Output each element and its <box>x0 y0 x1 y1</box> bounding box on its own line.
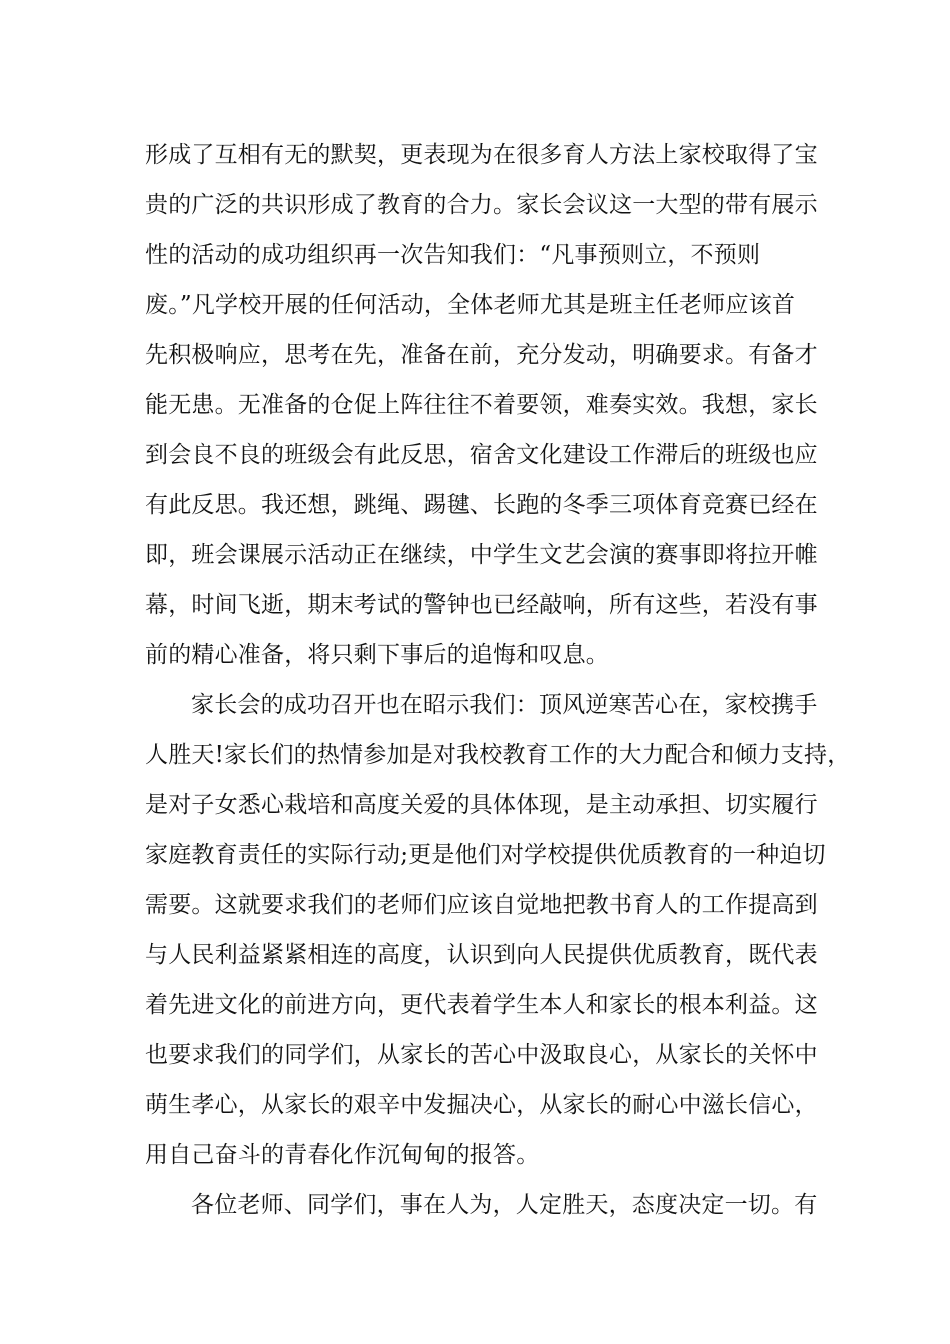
text-line: 即，班会课展示活动正在继续，中学生文艺会演的赛事即将拉开帷 <box>145 542 818 568</box>
text-line: 也要求我们的同学们，从家长的苦心中汲取良心，从家长的关怀中 <box>145 1042 818 1068</box>
text-line: 是对子女悉心栽培和高度关爱的具体体现，是主动承担、切实履行 <box>145 792 818 818</box>
text-line: 性的活动的成功组织再一次告知我们：“凡事预则立，不预则 <box>145 242 761 268</box>
document-body <box>145 130 851 1230</box>
text-line: 人胜天!家长们的热情参加是对我校教育工作的大力配合和倾力支持， <box>145 742 851 768</box>
text-line: 有此反思。我还想，跳绳、踢毽、长跑的冬季三项体育竞赛已经在 <box>145 492 818 518</box>
text-line: 需要。这就要求我们的老师们应该自觉地把教书育人的工作提高到 <box>145 892 818 918</box>
text-line: 幕，时间飞逝，期末考试的警钟也已经敲响，所有这些，若没有事 <box>145 592 818 618</box>
text-line: 萌生孝心，从家长的艰辛中发掘决心，从家长的耐心中滋长信心， <box>145 1092 818 1118</box>
text-line: 废。”凡学校开展的任何活动，全体老师尤其是班主任老师应该首 <box>145 292 796 318</box>
text-line: 先积极响应，思考在先，准备在前，充分发动，明确要求。有备才 <box>145 342 818 368</box>
paragraph-start-line: 各位老师、同学们，事在人为，人定胜天，态度决定一切。有 <box>191 1192 818 1218</box>
text-line: 与人民利益紧紧相连的高度，认识到向人民提供优质教育，既代表 <box>145 942 818 968</box>
text-line: 用自己奋斗的青春化作沉甸甸的报答。 <box>145 1142 540 1168</box>
text-line: 家庭教育责任的实际行动;更是他们对学校提供优质教育的一种迫切 <box>145 842 826 868</box>
text-line: 前的精心准备，将只剩下事后的追悔和叹息。 <box>145 642 609 668</box>
text-line: 到会良不良的班级会有此反思，宿舍文化建设工作滞后的班级也应 <box>145 442 818 468</box>
text-line: 形成了互相有无的默契，更表现为在很多育人方法上家校取得了宝 <box>145 142 818 168</box>
text-line: 能无患。无准备的仓促上阵往往不着要领，难奏实效。我想，家长 <box>145 392 818 418</box>
paragraph-start-line: 家长会的成功召开也在昭示我们：顶风逆寒苦心在，家校携手 <box>191 692 818 718</box>
text-line: 着先进文化的前进方向，更代表着学生本人和家长的根本利益。这 <box>145 992 818 1018</box>
text-line: 贵的广泛的共识形成了教育的合力。家长会议这一大型的带有展示 <box>145 192 818 218</box>
